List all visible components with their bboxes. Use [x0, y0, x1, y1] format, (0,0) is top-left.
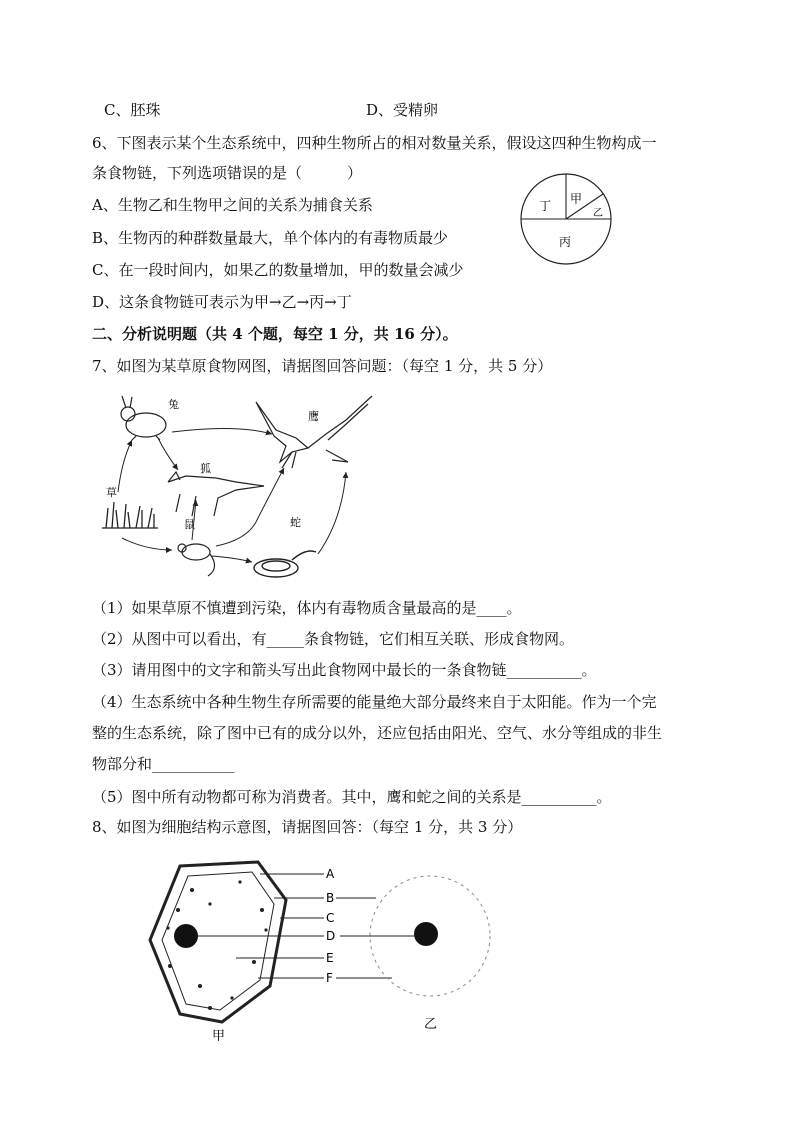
q6-option-c: C、在一段时间内，如果乙的数量增加，甲的数量会减少	[92, 261, 464, 279]
q7-sub2: （2）从图中可以看出，有_____条食物链，它们相互关联、形成食物网。	[92, 630, 575, 648]
q7-sub1: （1）如果草原不慎遭到污染，体内有毒物质含量最高的是____。	[92, 599, 522, 617]
nucleus-yi	[414, 922, 438, 946]
arrow-rabbit-hawk	[172, 428, 272, 434]
q7-sub5: （5）图中所有动物都可称为消费者。其中，鹰和蛇之间的关系是__________。	[92, 788, 612, 806]
pie-label-bing: 丙	[559, 235, 572, 249]
q7-sub4-line3: 物部分和___________	[92, 755, 235, 773]
cell-label-f: F	[326, 971, 333, 985]
q6-option-a: A、生物乙和生物甲之间的关系为捕食关系	[92, 196, 373, 214]
caption-jia: 甲	[212, 1029, 226, 1044]
arrow-mouse-snake	[212, 556, 252, 562]
label-grass: 草	[106, 486, 117, 499]
q6-stem-line2: 条食物链，下列选项错误的是（ ）	[92, 164, 363, 182]
q7-sub3: （3）请用图中的文字和箭头写出此食物网中最长的一条食物链__________。	[92, 661, 597, 679]
arrow-rabbit-fox	[158, 438, 178, 470]
caption-yi: 乙	[424, 1017, 438, 1032]
grass-icon	[102, 502, 158, 528]
cell-label-b: B	[326, 891, 335, 905]
q7-sub4-line1: （4）生态系统中各种生物生存所需要的能量绝大部分最终来自于太阳能。作为一个完	[92, 693, 657, 711]
cell-label-a: A	[326, 867, 335, 881]
pie-label-yi: 乙	[593, 208, 603, 219]
plant-cell	[150, 862, 286, 1022]
arrow-grass-mouse	[122, 538, 172, 550]
snake-icon	[254, 551, 316, 577]
nucleus-jia	[174, 924, 198, 948]
label-mouse: 鼠	[184, 518, 195, 531]
q6-stem-line1: 6、下图表示某个生态系统中，四种生物所占的相对数量关系，假设这四种生物构成一	[92, 134, 657, 152]
pie-label-jia: 甲	[570, 192, 583, 206]
label-fox: 狐	[200, 462, 211, 475]
section2-title: 二、分析说明题（共 4 个题，每空 1 分，共 16 分）。	[92, 325, 458, 343]
q6-option-b: B、生物丙的种群数量最大，单个体内的有毒物质最少	[92, 229, 449, 247]
leader-lines	[198, 874, 414, 978]
q8-stem: 8、如图为细胞结构示意图，请据图回答：（每空 1 分，共 3 分）	[92, 818, 523, 836]
q7-food-web-figure	[96, 390, 378, 586]
q5-option-d: D、受精卵	[366, 101, 439, 119]
q6-option-d: D、这条食物链可表示为甲→乙→丙→丁	[92, 293, 352, 311]
q8-cell-figure	[140, 858, 510, 1044]
arrow-snake-hawk	[318, 472, 346, 554]
q5-option-c: C、胚珠	[104, 101, 161, 119]
q7-stem: 7、如图为某草原食物网图，请据图回答问题：（每空 1 分，共 5 分）	[92, 357, 553, 375]
rabbit-icon	[121, 396, 166, 440]
label-hawk: 鹰	[308, 410, 319, 423]
q6-pie-figure	[513, 170, 623, 270]
fox-icon	[168, 472, 264, 516]
cell-label-e: E	[326, 951, 334, 965]
cell-label-c: C	[326, 911, 335, 925]
pie-label-ding: 丁	[539, 199, 552, 213]
cell-label-d: D	[326, 929, 336, 943]
label-rabbit: 兔	[168, 398, 179, 411]
arrow-grass-rabbit	[118, 440, 132, 492]
label-snake: 蛇	[290, 516, 301, 529]
q7-sub4-line2: 整的生态系统，除了图中已有的成分以外，还应包括由阳光、空气、水分等组成的非生	[92, 724, 663, 742]
mouse-icon	[178, 544, 215, 576]
hawk-icon	[256, 396, 372, 468]
